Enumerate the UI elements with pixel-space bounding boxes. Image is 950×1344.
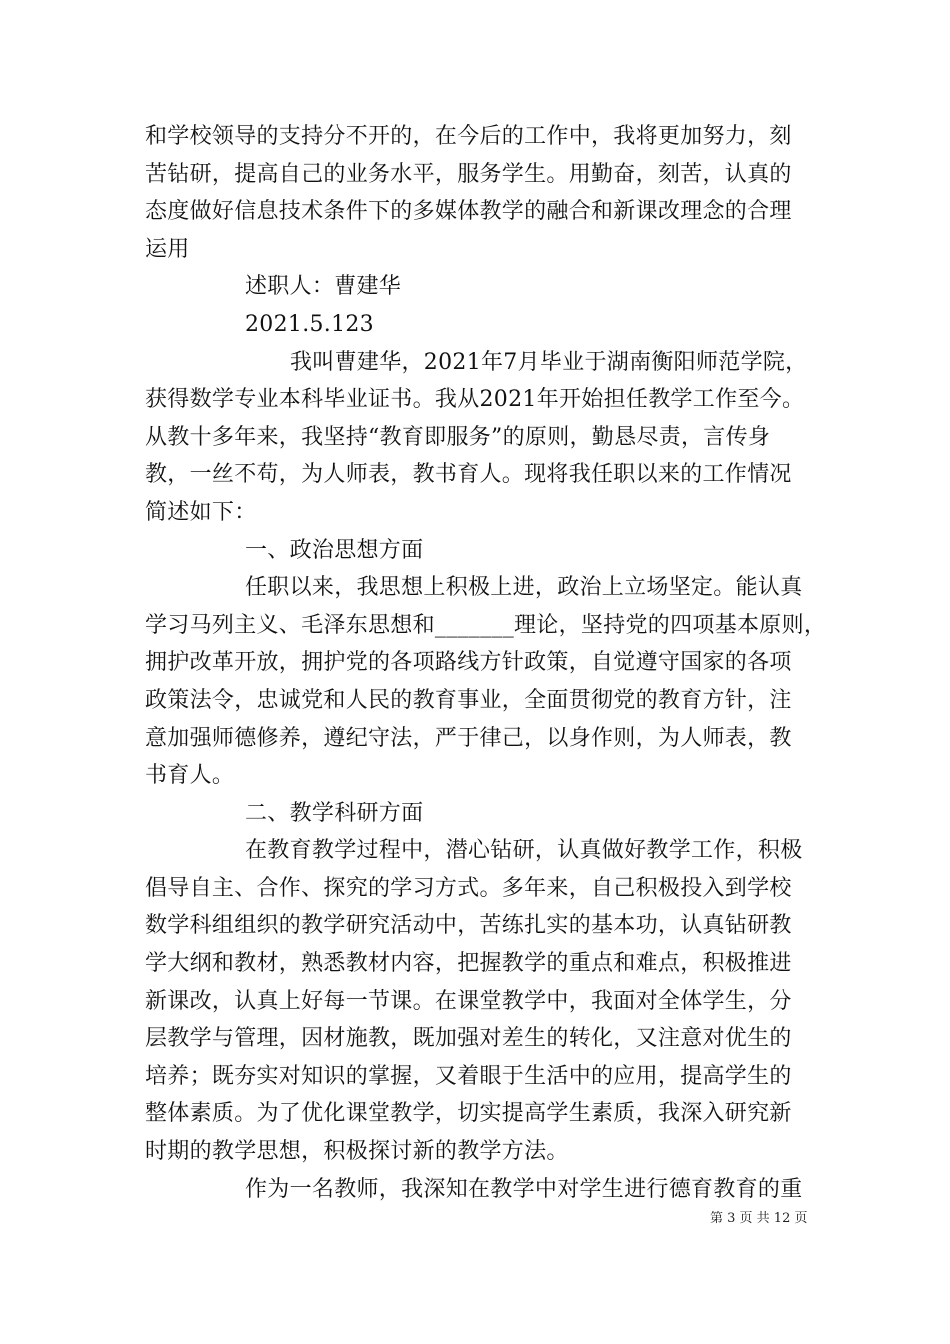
text-line: 在教育教学过程中，潜心钻研，认真做好教学工作，积极 [245, 838, 803, 864]
text-line: 教，一丝不苟，为人师表，教书育人。现将我任职以来的工作情况 [145, 462, 792, 488]
signature-line: 述职人：曹建华 [245, 274, 402, 300]
date-line: 2021.5.123 [245, 311, 374, 337]
text-line: 学习马列主义、毛泽东思想和_______理论，坚持党的四项基本原则， [145, 612, 827, 638]
text-line: 获得数学专业本科毕业证书。我从2021年开始担任教学工作至今。 [145, 387, 805, 413]
text-line: 意加强师德修养，遵纪守法，严于律己，以身作则，为人师表，教 [145, 725, 792, 751]
page-number-footer: 第 3 页 共 12 页 [710, 1211, 808, 1226]
text-line: 简述如下： [145, 499, 257, 525]
text-line: 学大纲和教材，熟悉教材内容，把握教学的重点和难点，积极推进 [145, 951, 792, 977]
text-line: 从教十多年来，我坚持“教育即服务”的原则，勤恳尽责，言传身 [145, 424, 771, 450]
text-line: 倡导自主、合作、探究的学习方式。多年来，自己积极投入到学校 [145, 875, 792, 901]
text-line: 新课改，认真上好每一节课。在课堂教学中，我面对全体学生，分 [145, 988, 792, 1014]
text-line: 任职以来，我思想上积极上进，政治上立场坚定。能认真 [245, 575, 803, 601]
text-line: 整体素质。为了优化课堂教学，切实提高学生素质，我深入研究新 [145, 1101, 792, 1127]
text-line: 政策法令，忠诚党和人民的教育事业，全面贯彻党的教育方针，注 [145, 687, 792, 713]
text-line: 拥护改革开放，拥护党的各项路线方针政策，自觉遵守国家的各项 [145, 650, 792, 676]
text-line: 时期的教学思想，积极探讨新的教学方法。 [145, 1139, 569, 1165]
text-line: 数学科组组织的教学研究活动中，苦练扎实的基本功，认真钻研教 [145, 913, 792, 939]
text-line: 培养；既夯实对知识的掌握，又着眼于生活中的应用，提高学生的 [145, 1063, 792, 1089]
text-line: 和学校领导的支持分不开的，在今后的工作中，我将更加努力，刻 [145, 124, 792, 149]
text-line: 态度做好信息技术条件下的多媒体教学的融合和新课改理念的合理 [145, 199, 792, 225]
text-line: 苦钻研，提高自己的业务水平，服务学生。用勤奋，刻苦，认真的 [145, 161, 792, 187]
text-line: 层教学与管理，因材施教，既加强对差生的转化，又注意对优生的 [145, 1026, 792, 1052]
section-heading: 一、政治思想方面 [245, 537, 424, 563]
document-body [145, 118, 827, 1208]
text-line: 作为一名教师，我深知在教学中对学生进行德育教育的重 [245, 1176, 803, 1202]
text-line: 书育人。 [145, 763, 235, 789]
section-heading: 二、教学科研方面 [245, 800, 424, 826]
text-line: 我叫曹建华，2021年7月毕业于湖南衡阳师范学院， [290, 349, 808, 375]
text-line: 运用 [145, 236, 190, 262]
